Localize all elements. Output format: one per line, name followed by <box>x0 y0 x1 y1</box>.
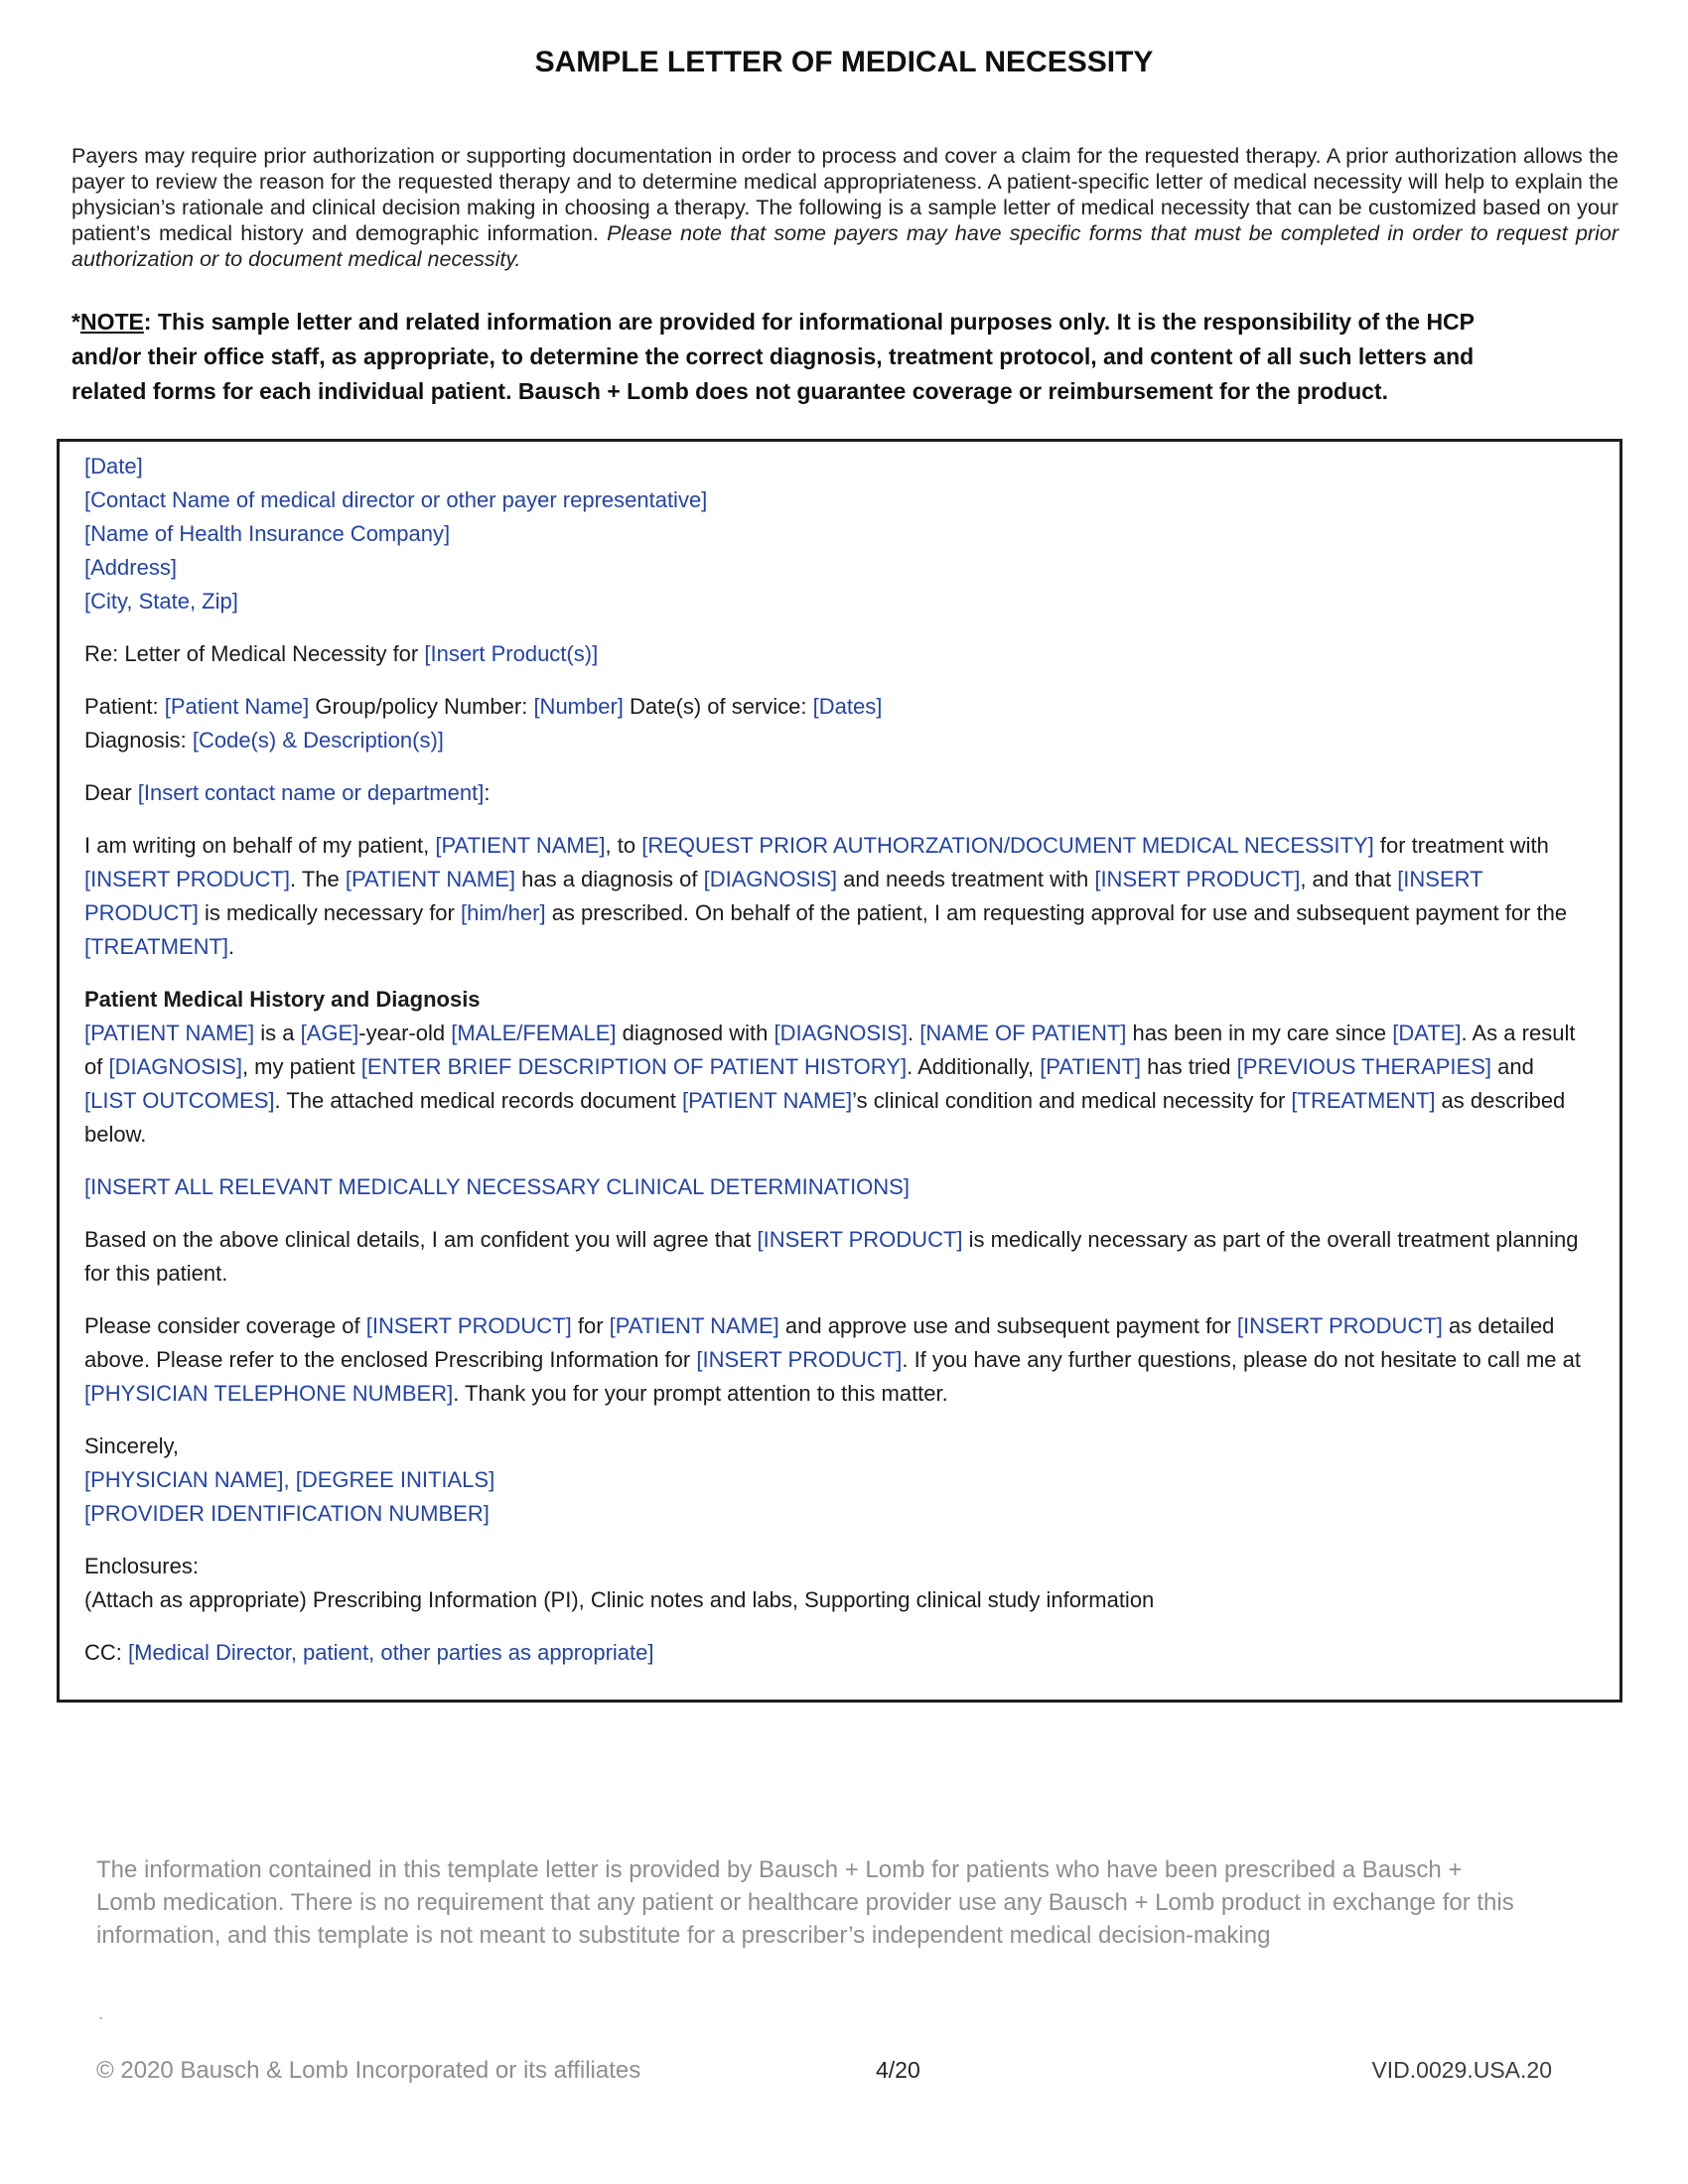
text-segment: and needs treatment with <box>837 867 1095 891</box>
placeholder-field: [PATIENT NAME] <box>609 1313 779 1338</box>
text-segment: diagnosed with <box>616 1021 774 1045</box>
page-footer <box>0 2057 1688 2097</box>
recipient-address <box>84 450 1592 618</box>
footer-copyright: © 2020 Bausch & Lomb Incorporated or its affiliates <box>96 2057 641 2084</box>
placeholder-field: [PATIENT NAME] <box>84 1021 255 1045</box>
placeholder-field: [Insert contact name or department] <box>137 780 485 805</box>
letter-line <box>84 1309 1592 1411</box>
letter-line <box>84 1583 1592 1617</box>
body-paragraph-2 <box>84 1017 1592 1152</box>
letter-line <box>84 776 1592 810</box>
placeholder-field: [INSERT PRODUCT] <box>696 1347 903 1372</box>
placeholder-field: [City, State, Zip] <box>84 589 238 614</box>
text-segment: (Attach as appropriate) Prescribing Information (PI), Clinic notes and labs, Supporting clinical study information <box>84 1587 1155 1612</box>
text-segment: is medically necessary as part of the overall treatment planning for this patient. <box>84 1227 1579 1286</box>
intro-paragraph <box>71 143 1618 272</box>
text-segment: . Thank you for your prompt attention to this matter. <box>453 1381 948 1406</box>
text-segment: Payers may require prior authorization or supporting documentation in order to process and cover a claim for the requested therapy. A prior authorization allows the payer to review the reason for the requested therapy and to determine medical appropriateness. A patient-specific letter of medical necessity will help to explain the physician’s rationale and clinical decision making in choosing a therapy. The following is a sample letter of medical necessity that can be customized based on your patient’s medical history and demographic information. <box>71 144 1618 245</box>
placeholder-field: [TREATMENT] <box>1291 1088 1436 1113</box>
placeholder-field: [him/her] <box>460 900 546 925</box>
letter-line <box>84 450 1592 483</box>
text-segment: . <box>228 934 235 959</box>
placeholder-field: [MALE/FEMALE] <box>451 1021 617 1045</box>
text-segment: . If you have any further questions, please do not hesitate to call me at <box>902 1347 1581 1372</box>
letter-line <box>84 637 1592 671</box>
text-segment: : This sample letter and related information are provided for informational purposes only. It is the responsibility of the HCP and/or their office staff, as appropriate, to determine the correct diagnosis, treatment protocol, and content of all such letters and related forms for each individual patient. Bausch + Lomb does not guarantee coverage or reimbursement for the product. <box>71 309 1475 404</box>
text-segment: , and that <box>1300 867 1398 891</box>
placeholder-field: [REQUEST PRIOR AUTHORZATION/DOCUMENT MEDICAL NECESSITY] <box>641 833 1374 858</box>
text-segment: Date(s) of service: <box>623 694 813 719</box>
text-segment: NOTE <box>79 309 144 335</box>
text-segment: I am writing on behalf of my patient, <box>84 833 436 858</box>
text-segment: for <box>571 1313 610 1338</box>
placeholder-field: [PHYSICIAN TELEPHONE NUMBER] <box>84 1381 454 1406</box>
letter-line <box>84 1550 1592 1583</box>
text-segment: CC: <box>84 1640 128 1665</box>
text-segment: Patient: <box>84 694 165 719</box>
text-segment: is a <box>254 1021 301 1045</box>
placeholder-field: [PATIENT NAME] <box>435 833 606 858</box>
text-segment: -year-old <box>358 1021 452 1045</box>
text-segment: for treatment with <box>1373 833 1549 858</box>
subject-line <box>84 637 1592 671</box>
placeholder-field: [LIST OUTCOMES] <box>84 1088 275 1113</box>
placeholder-field: [INSERT PRODUCT] <box>757 1227 963 1252</box>
placeholder-field: [INSERT ALL RELEVANT MEDICALLY NECESSARY CLINICAL DETERMINATIONS] <box>84 1174 910 1199</box>
placeholder-field: [DIAGNOSIS] <box>774 1021 908 1045</box>
placeholder-field: [INSERT PRODUCT] <box>84 867 1483 925</box>
placeholder-field: [Medical Director, patient, other parties as appropriate] <box>128 1640 654 1665</box>
document-title: SAMPLE LETTER OF MEDICAL NECESSITY <box>534 46 1154 78</box>
letter-line <box>84 829 1592 964</box>
placeholder-field: [PROVIDER IDENTIFICATION NUMBER] <box>84 1501 490 1526</box>
text-segment: : <box>484 780 491 805</box>
placeholder-field: [INSERT PRODUCT] <box>365 1313 572 1338</box>
letter-line <box>84 483 1592 517</box>
placeholder-field: [PHYSICIAN NAME], [DEGREE INITIALS] <box>84 1467 495 1492</box>
letter-line <box>84 1223 1592 1291</box>
placeholder-field: [PREVIOUS THERAPIES] <box>1236 1054 1491 1079</box>
footer-document-code: VID.0029.USA.20 <box>1371 2057 1552 2083</box>
letter-template-box <box>57 439 1622 1703</box>
text-segment: Please consider coverage of <box>84 1313 366 1338</box>
placeholder-field: [Insert Product(s)] <box>424 641 599 666</box>
placeholder-field: [Name of Health Insurance Company] <box>84 521 451 546</box>
text-segment: is medically necessary for <box>198 900 461 925</box>
text-segment: Group/policy Number: <box>309 694 534 719</box>
letter-line <box>84 1170 1592 1204</box>
text-segment: Based on the above clinical details, I am confident you will agree that <box>84 1227 758 1252</box>
text-segment: as detailed above. Please refer to the enclosed Prescribing Information for <box>84 1313 1555 1372</box>
placeholder-field: [DIAGNOSIS] <box>703 867 838 891</box>
enclosures-block <box>84 1550 1592 1617</box>
placeholder-field: [PATIENT NAME] <box>345 867 515 891</box>
note-paragraph <box>71 305 1537 409</box>
letter-line <box>84 1497 1592 1531</box>
placeholder-field: [INSERT PRODUCT] <box>84 867 290 891</box>
text-segment: . Additionally, <box>907 1054 1041 1079</box>
letter-line <box>84 1430 1592 1463</box>
letter-line <box>84 690 1592 724</box>
placeholder-field: [DIAGNOSIS] <box>108 1054 242 1079</box>
history-heading <box>84 983 1592 1017</box>
cc-line <box>84 1636 1592 1670</box>
placeholder-field: [PATIENT] <box>1040 1054 1142 1079</box>
signature-block <box>84 1430 1592 1531</box>
text-segment: as described below. <box>84 1088 1566 1147</box>
text-segment: has tried <box>1141 1054 1237 1079</box>
stray-dot: . <box>98 2003 104 2023</box>
text-segment: Dear <box>84 780 138 805</box>
text-segment: Patient Medical History and Diagnosis <box>84 987 481 1012</box>
placeholder-field: [INSERT PRODUCT] <box>1094 867 1301 891</box>
text-segment: and <box>1491 1054 1534 1079</box>
body-paragraph-1 <box>84 829 1592 964</box>
text-segment: . The attached medical records document <box>274 1088 682 1113</box>
placeholder-field: [Patient Name] <box>164 694 310 719</box>
letter-line <box>84 1017 1592 1152</box>
placeholder-field: [Contact Name of medical director or other payer representative] <box>84 487 708 512</box>
placeholder-field: [Number] <box>533 694 624 719</box>
text-segment: ’s clinical condition and medical necessity for <box>852 1088 1292 1113</box>
placeholder-field: [NAME OF PATIENT] <box>919 1021 1127 1045</box>
text-segment: Re: Letter of Medical Necessity for <box>84 641 425 666</box>
placeholder-field: [AGE] <box>300 1021 359 1045</box>
text-segment: . <box>907 1021 920 1045</box>
patient-info <box>84 690 1592 757</box>
text-segment: , my patient <box>241 1054 361 1079</box>
text-segment: Enclosures: <box>84 1554 199 1578</box>
letter-line <box>84 551 1592 585</box>
text-segment: and approve use and subsequent payment for <box>778 1313 1237 1338</box>
text-segment: . As a result of <box>84 1021 1576 1079</box>
text-segment: Please note that some payers may have specific forms that must be completed in order to request prior authorization or to document medical necessity. <box>71 221 1618 271</box>
letter-line <box>84 585 1592 618</box>
placeholder-field: [DATE] <box>1392 1021 1462 1045</box>
letter-line <box>84 724 1592 757</box>
placeholder-field: [Dates] <box>812 694 883 719</box>
letter-line <box>84 1463 1592 1497</box>
text-segment: , to <box>605 833 642 858</box>
text-segment: as prescribed. On behalf of the patient, I am requesting approval for use and subsequent payment for the <box>545 900 1568 925</box>
salutation <box>84 776 1592 810</box>
text-segment: . The <box>290 867 346 891</box>
placeholder-field: [ENTER BRIEF DESCRIPTION OF PATIENT HISTORY] <box>360 1054 908 1079</box>
text-segment: Diagnosis: <box>84 728 193 752</box>
text-segment: has been in my care since <box>1126 1021 1393 1045</box>
placeholder-field: [TREATMENT] <box>84 934 229 959</box>
text-segment: Sincerely, <box>84 1433 179 1458</box>
placeholder-field: [Code(s) & Description(s)] <box>192 728 444 752</box>
placeholder-field: [Address] <box>84 555 177 580</box>
body-paragraph-4 <box>84 1309 1592 1411</box>
clinical-determinations-line <box>84 1170 1592 1204</box>
placeholder-field: [INSERT PRODUCT] <box>1236 1313 1443 1338</box>
placeholder-field: [PATIENT NAME] <box>682 1088 853 1113</box>
disclaimer-text: The information contained in this template letter is provided by Bausch + Lomb for patients who have been prescribed a Bausch + Lomb medication. There is no requirement that any patient or healthcare provider use any Bausch + Lomb product in exchange for this information, and this template is not meant to substitute for a prescriber’s independent medical decision-making <box>96 1856 1514 1949</box>
placeholder-field: [Date] <box>84 454 143 478</box>
letter-line <box>84 517 1592 551</box>
letter-line <box>84 1636 1592 1670</box>
body-paragraph-3 <box>84 1223 1592 1291</box>
letter-line <box>84 983 1592 1017</box>
text-segment: * <box>71 309 80 335</box>
footer-page-number: 4/20 <box>876 2057 920 2083</box>
text-segment: has a diagnosis of <box>515 867 704 891</box>
